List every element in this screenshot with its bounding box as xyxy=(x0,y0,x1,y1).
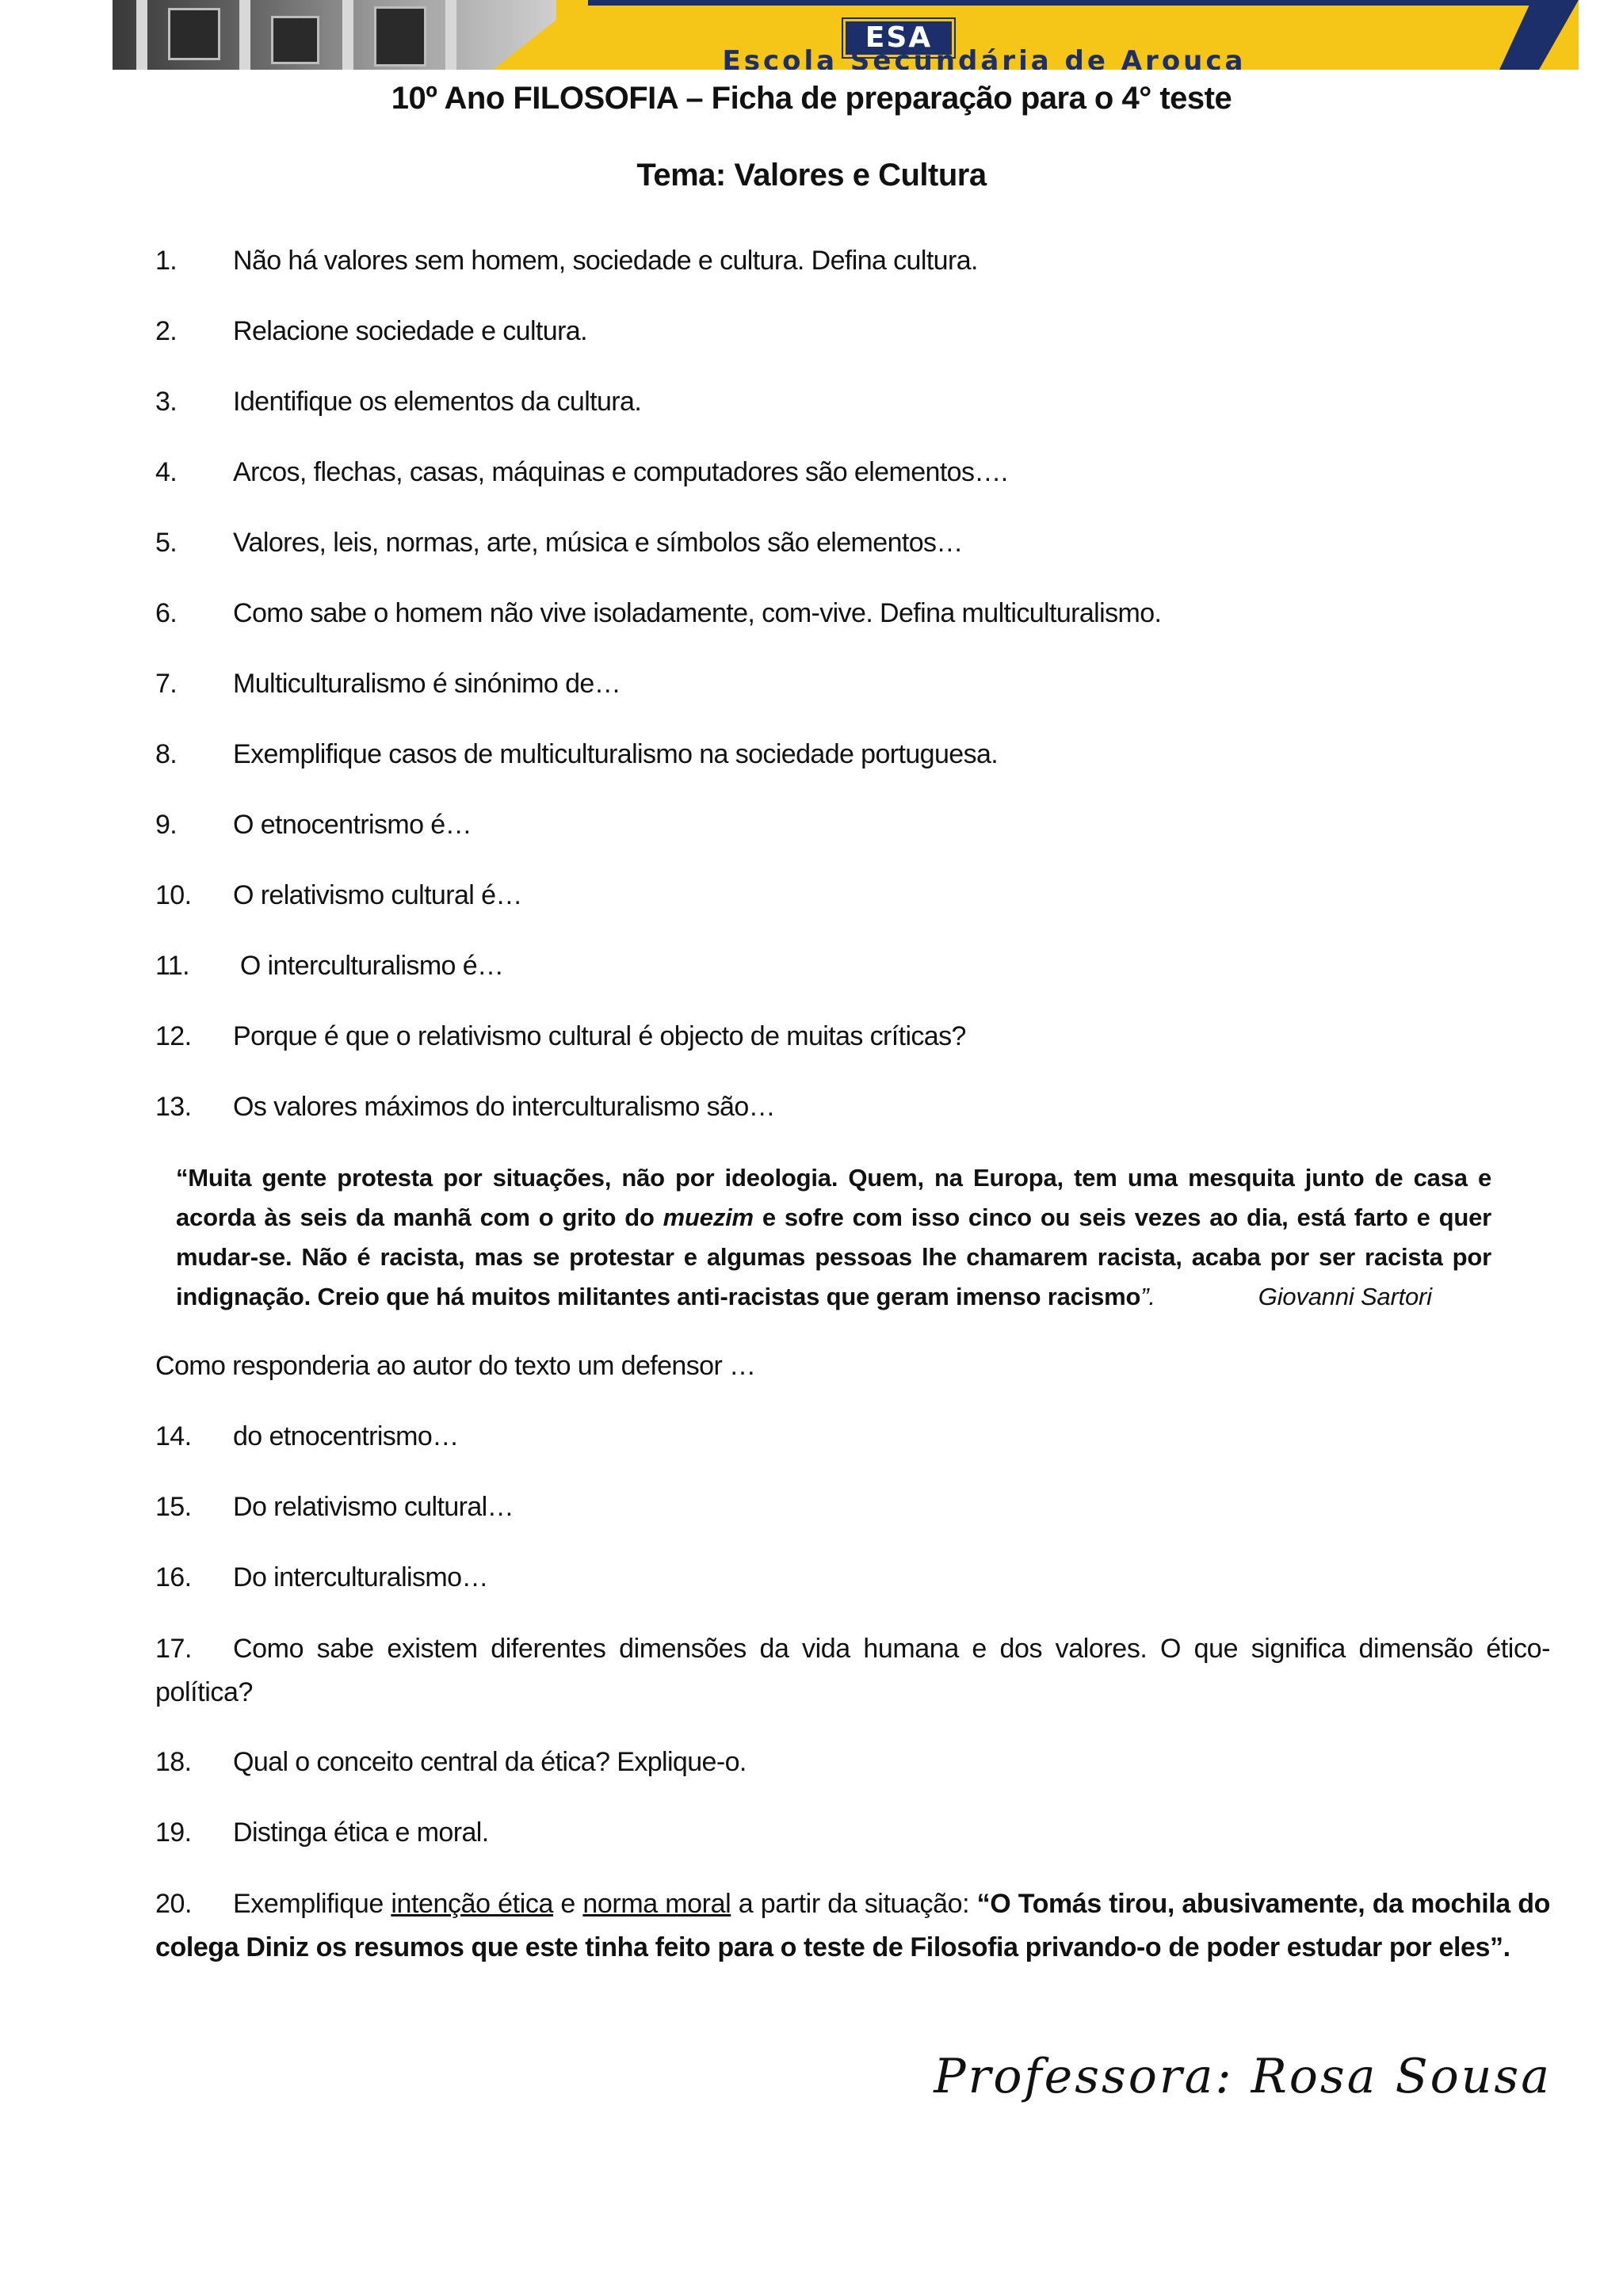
question-item: 17. Como sabe existem diferentes dimensões da vida humana e dos valores. O que significa dimensão ético-política? xyxy=(155,1634,1550,1707)
header-banner xyxy=(113,0,1579,70)
school-logo: ESA xyxy=(843,19,954,57)
teacher-signature: Professora: Rosa Sousa xyxy=(934,2049,1552,2104)
school-name: Escola Secundária de Arouca xyxy=(722,45,1247,70)
question-item: 7. Multiculturalismo é sinónimo de… xyxy=(155,669,621,699)
question-item: 13. Os valores máximos do interculturalismo são… xyxy=(155,1092,776,1122)
page-theme: Tema: Valores e Cultura xyxy=(636,158,987,193)
question-item: 18. Qual o conceito central da ética? Explique-o. xyxy=(155,1747,747,1777)
question-item: 15. Do relativismo cultural… xyxy=(155,1492,514,1522)
question-item: 12. Porque é que o relativismo cultural é objecto de muitas críticas? xyxy=(155,1021,966,1051)
intro-text: Como responderia ao autor do texto um defensor … xyxy=(155,1351,756,1381)
question-item: 5. Valores, leis, normas, arte, música e símbolos são elementos… xyxy=(155,528,963,558)
question-item: 20. Exemplifique intenção ética e norma moral a partir da situação: “O Tomás tirou, abusivamente, da mochila do colega Diniz os resumos que este tinha feito para o teste de Filosofia privando-o de poder estudar por eles”. xyxy=(155,1889,1551,1962)
question-item: 6. Como sabe o homem não vive isoladamente, com-vive. Defina multiculturalismo. xyxy=(155,598,1162,628)
question-item: 8. Exemplifique casos de multiculturalismo na sociedade portuguesa. xyxy=(155,739,999,769)
question-item: 4. Arcos, flechas, casas, máquinas e computadores são elementos…. xyxy=(155,457,1008,487)
question-item: 14. do etnocentrismo… xyxy=(155,1421,459,1451)
question-item: 9. O etnocentrismo é… xyxy=(155,810,472,840)
question-item: 1. Não há valores sem homem, sociedade e cultura. Defina cultura. xyxy=(155,246,978,276)
question-item: 10. O relativismo cultural é… xyxy=(155,880,522,910)
question-item: 2. Relacione sociedade e cultura. xyxy=(155,316,587,346)
question-item: 16. Do interculturalismo… xyxy=(155,1562,488,1592)
question-item: 19. Distinga ética e moral. xyxy=(155,1817,489,1848)
page-title: 10º Ano FILOSOFIA – Ficha de preparação para o 4° teste xyxy=(391,81,1232,116)
question-item: 3. Identifique os elementos da cultura. xyxy=(155,387,642,417)
school-building-photo xyxy=(113,0,556,70)
question-item: 11. O interculturalismo é… xyxy=(155,951,504,981)
quote-author: Giovanni Sartori xyxy=(1258,1283,1432,1310)
quote-block: “Muita gente protesta por situações, não por ideologia. Quem, na Europa, tem uma mesquita junto de casa e acorda às seis da manhã com o grito do muezim e sofre com isso cinco ou seis vezes ao dia, está farto e quer mudar-se. Não é racista, mas se protestar e algumas pessoas lhe chamarem racista, acaba por ser racista por indignação. Creio que há muitos militantes anti-racistas que geram imenso racismo”. Giovanni Sartori xyxy=(176,1164,1491,1310)
